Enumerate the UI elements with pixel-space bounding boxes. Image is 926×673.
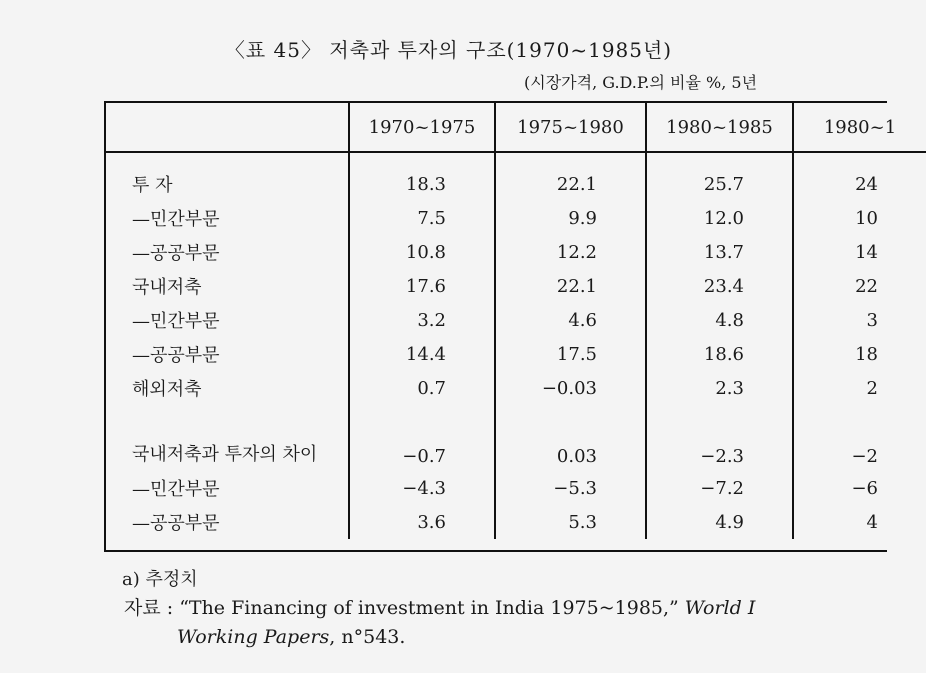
row-label: —공공부문	[132, 513, 220, 534]
row-label: —민간부문	[132, 311, 220, 332]
value-cell: 13.7	[646, 235, 793, 269]
value-cell: −2.3	[646, 405, 793, 471]
source-line-1	[124, 594, 755, 623]
row-label: —공공부문	[132, 345, 220, 366]
value-cell: 9.9	[495, 201, 646, 235]
source-series: Working Papers	[177, 626, 330, 648]
value-cell: 17.6	[349, 269, 495, 303]
table-row	[106, 201, 926, 235]
value-cell: 23.4	[646, 269, 793, 303]
value-cell: 2.3	[646, 371, 793, 405]
table-row	[106, 235, 926, 269]
row-label: —민간부문	[132, 479, 220, 500]
value-cell: 14	[793, 235, 926, 269]
value-cell: 4.9	[646, 505, 793, 539]
value-cell: 10.8	[349, 235, 495, 269]
row-label: —민간부문	[132, 209, 220, 230]
header-cell-1970-1975: 1970~1975	[349, 103, 495, 152]
value-cell: 12.2	[495, 235, 646, 269]
value-cell: 0.03	[495, 405, 646, 471]
value-cell: 5.3	[495, 505, 646, 539]
table-row	[106, 303, 926, 337]
table-subtitle: (시장가격, G.D.P.의 비율 %, 5년	[524, 73, 758, 92]
value-cell: 7.5	[349, 201, 495, 235]
value-cell: 22	[793, 269, 926, 303]
value-cell: −0.7	[349, 405, 495, 471]
footnote: a) 추정치	[122, 569, 198, 590]
table-row	[106, 269, 926, 303]
table-row	[106, 405, 926, 471]
value-cell: −0.03	[495, 371, 646, 405]
value-cell: 4	[793, 505, 926, 539]
source-citation	[124, 594, 755, 652]
value-cell: 10	[793, 201, 926, 235]
value-cell: 4.6	[495, 303, 646, 337]
value-cell: 3	[793, 303, 926, 337]
table-row	[106, 371, 926, 405]
header-cell-1980-1985: 1980~1985	[646, 103, 793, 152]
row-label: 국내저축	[132, 277, 202, 298]
value-cell: 22.1	[495, 152, 646, 201]
value-cell: −7.2	[646, 471, 793, 505]
header-cell-1980-cut: 1980~1	[793, 103, 926, 152]
value-cell: 0.7	[349, 371, 495, 405]
row-label: 투 자	[132, 175, 173, 196]
value-cell: 14.4	[349, 337, 495, 371]
header-cell-blank	[106, 103, 349, 152]
value-cell: 12.0	[646, 201, 793, 235]
table-row	[106, 505, 926, 539]
value-cell: 3.6	[349, 505, 495, 539]
row-label: 국내저축과 투자의 차이	[132, 444, 318, 465]
source-prefix: 자료 : “The Financing of investment in India 1975~1985,”	[124, 597, 685, 619]
value-cell: −4.3	[349, 471, 495, 505]
value-cell: −6	[793, 471, 926, 505]
value-cell: 2	[793, 371, 926, 405]
value-cell: −2	[793, 405, 926, 471]
source-line-2	[124, 623, 755, 652]
table-row	[106, 471, 926, 505]
value-cell: 18.3	[349, 152, 495, 201]
table-row	[106, 152, 926, 201]
row-label: 해외저축	[132, 379, 202, 400]
header-cell-1975-1980: 1975~1980	[495, 103, 646, 152]
value-cell: 24	[793, 152, 926, 201]
value-cell: 18	[793, 337, 926, 371]
value-cell: 18.6	[646, 337, 793, 371]
table-title: 〈표 45〉 저축과 투자의 구조(1970~1985년)	[224, 38, 673, 62]
source-number: , n°543.	[329, 626, 406, 648]
value-cell: 4.8	[646, 303, 793, 337]
value-cell: 17.5	[495, 337, 646, 371]
value-cell: 25.7	[646, 152, 793, 201]
data-table	[106, 103, 926, 539]
value-cell: −5.3	[495, 471, 646, 505]
table-row	[106, 337, 926, 371]
value-cell: 22.1	[495, 269, 646, 303]
header-row	[106, 103, 926, 152]
value-cell: 3.2	[349, 303, 495, 337]
row-label: —공공부문	[132, 243, 220, 264]
source-journal: World I	[684, 597, 756, 619]
data-table-frame	[104, 101, 897, 552]
